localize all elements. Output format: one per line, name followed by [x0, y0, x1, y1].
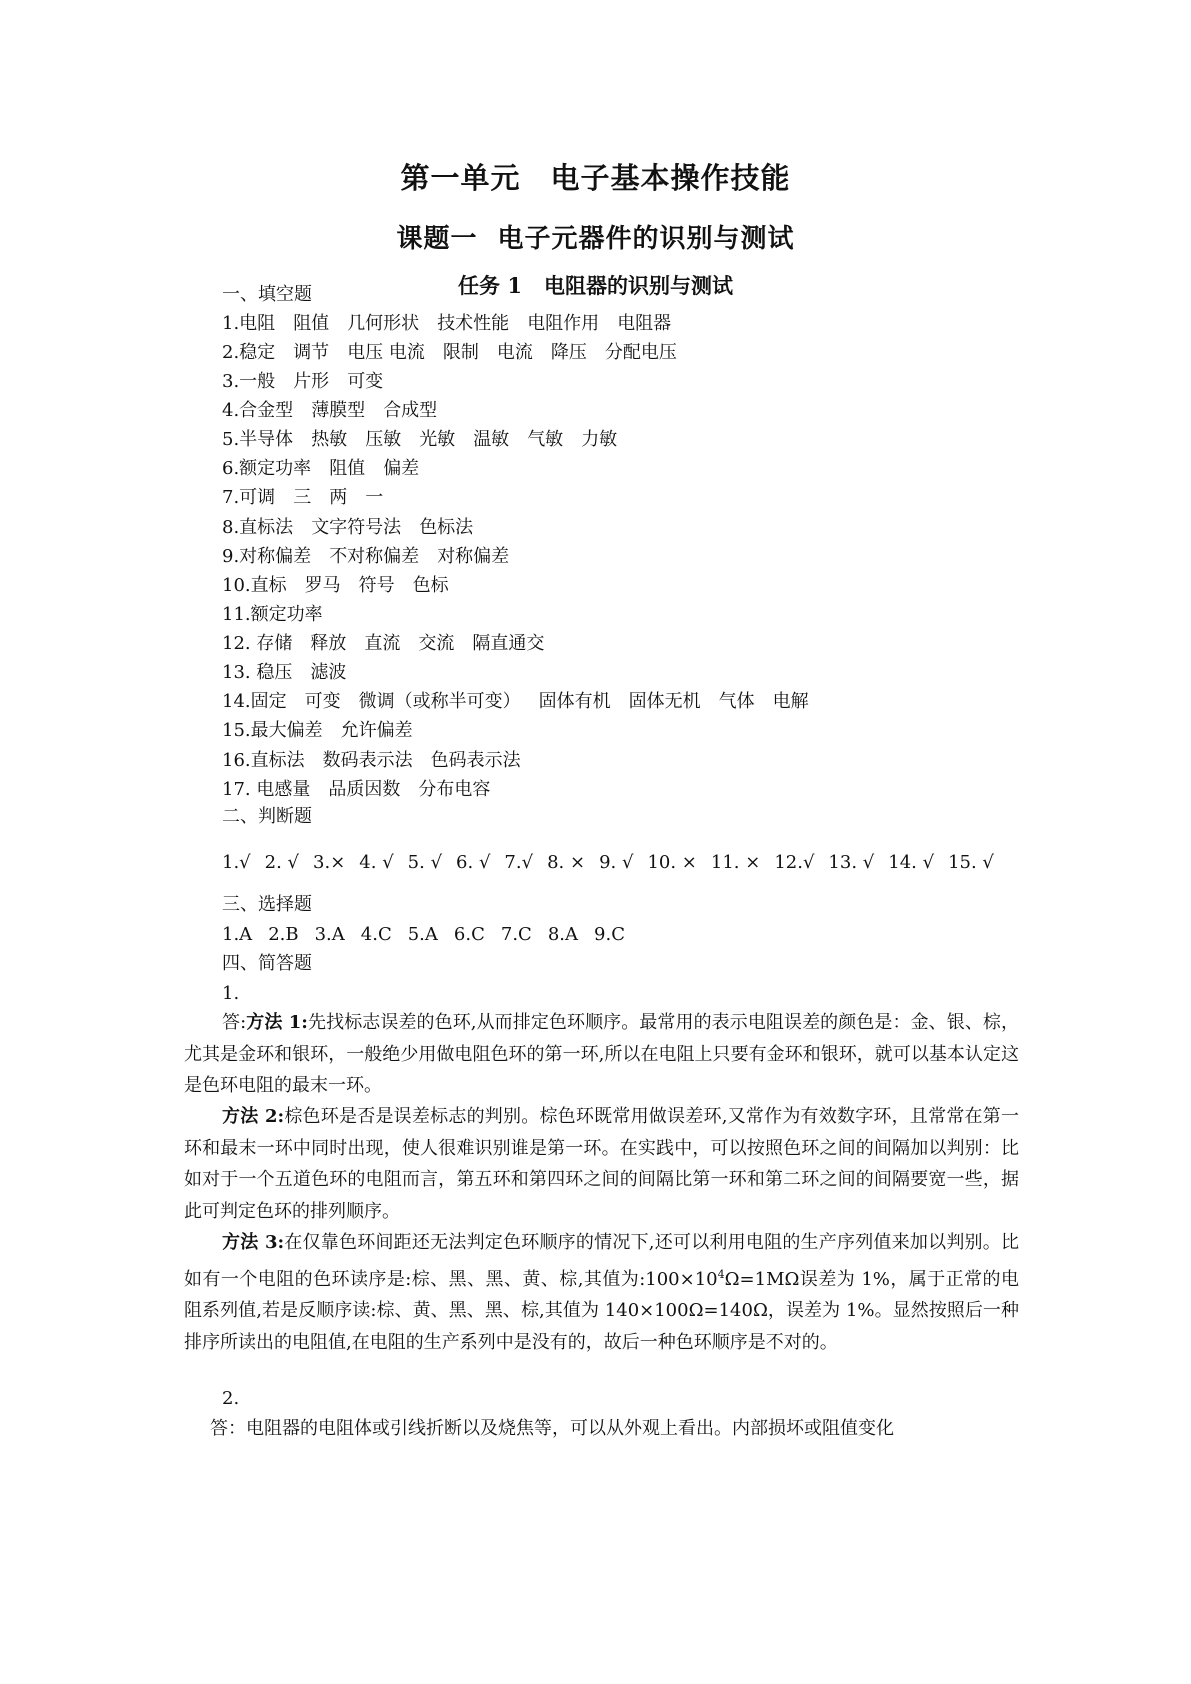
fill-term: 2.稳定 — [222, 342, 276, 363]
fill-item-12 — [222, 633, 544, 655]
fill-term: 合成型 — [383, 400, 438, 421]
choice-answer: 6.C — [453, 924, 485, 945]
fill-term: 电流 — [496, 342, 533, 363]
fill-item-11 — [222, 604, 323, 626]
choice-answer: 9.C — [594, 924, 625, 945]
method-1-text: 先找标志误差的色环,从而排定色环顺序。最常用的表示电阻误差的颜色是：金、银、棕，尤其是金环和银环，一般绝少用做电阻色环的第一环,所以在电阻上只要有金环和银环，就可以基本认定这是色环电阻的最末一环。 — [184, 1012, 1020, 1097]
fill-term: 可变 — [304, 691, 341, 712]
judge-answer: 11. × — [710, 852, 761, 873]
method-2-text: 棕色环是否是误差标志的判别。棕色环既常用做误差环,又常作为有效数字环，且常常在第一环和最末一环中同时出现，使人很难识别谁是第一环。在实践中，可以按照色环之间的间隔加以判别：比如对于一个五道色环的电阻而言，第五环和第四环之间的间隔比第一环和第二环之间的间隔要宽一些，据此可判定色环的排列顺序。 — [184, 1106, 1019, 1223]
question-2-number: 2. — [222, 1388, 240, 1409]
unit-name: 电子基本操作技能 — [550, 161, 791, 195]
method-3-label: 方法 3: — [222, 1232, 285, 1253]
fill-item-14 — [222, 691, 809, 713]
fill-item-4 — [222, 400, 437, 422]
fill-term: 气敏 — [527, 429, 564, 450]
fill-term: 9.对称偏差 — [222, 546, 312, 567]
fill-item-10 — [222, 575, 449, 597]
fill-item-6 — [222, 458, 419, 480]
fill-term: 温敏 — [473, 429, 510, 450]
judge-answer: 15. √ — [948, 852, 994, 873]
judge-answer: 2. √ — [264, 852, 300, 873]
fill-term: 电压 电流 — [347, 342, 425, 363]
fill-term: 数码表示法 — [322, 750, 413, 771]
fill-term: 片形 — [293, 371, 330, 392]
judge-answer: 13. √ — [828, 852, 875, 873]
fill-term: 12. 存储 — [222, 633, 293, 654]
fill-term: 固体无机 — [628, 691, 701, 712]
section-heading-judge: 二、判断题 — [222, 806, 312, 827]
fill-term: 隔直通交 — [472, 633, 545, 654]
fill-item-7 — [222, 487, 383, 509]
fill-term: 分布电容 — [418, 779, 491, 800]
judge-answer: 12.√ — [774, 852, 815, 873]
method-3-text-a: 在仅靠色环间距还无法判定色环顺序的情况下,还可以利用电阻的生产序列值来加以判别。比如有一个电阻的色环读序是:棕、黑、黑、黄、棕,其值为:100×10 — [184, 1232, 1019, 1290]
fill-term: 1.电阻 — [222, 313, 276, 334]
fill-term: 3.一般 — [222, 371, 276, 392]
judge-answer: 9. √ — [599, 852, 634, 873]
judge-answer: 5. √ — [407, 852, 443, 873]
judge-answer: 6. √ — [456, 852, 491, 873]
judge-answer: 8. × — [547, 852, 586, 873]
fill-term: 6.额定功率 — [222, 458, 312, 479]
section-heading-short: 四、简答题 — [222, 953, 312, 974]
fill-item-5 — [222, 429, 617, 451]
q1-method-1 — [184, 1007, 1019, 1102]
fill-term: 交流 — [418, 633, 455, 654]
fill-term: 调节 — [293, 342, 330, 363]
judge-answer: 4. √ — [359, 852, 394, 873]
fill-term: 限制 — [442, 342, 479, 363]
fill-term: 技术性能 — [437, 313, 510, 334]
section-heading-fill: 一、填空题 — [222, 284, 312, 305]
fill-item-8 — [222, 517, 473, 539]
fill-term: 17. 电感量 — [222, 779, 311, 800]
lesson-title: 课题一 电子元器件的识别与测试 — [396, 224, 795, 254]
fill-term: 色码表示法 — [430, 750, 521, 771]
fill-item-15 — [222, 720, 413, 742]
fill-term: 降压 — [550, 342, 587, 363]
fill-item-3 — [222, 371, 383, 393]
task-name: 电阻器的识别与测试 — [543, 273, 733, 298]
choice-answer: 4.C — [360, 924, 392, 945]
fill-term: 三 — [293, 487, 312, 508]
fill-term: 电阻器 — [617, 313, 672, 334]
fill-term: 允许偏差 — [340, 720, 413, 741]
fill-term: 光敏 — [419, 429, 456, 450]
judge-answer: 10. × — [647, 852, 697, 873]
fill-term: 分配电压 — [604, 342, 677, 363]
task-title — [0, 270, 1191, 300]
judge-answer: 7.√ — [504, 852, 534, 873]
fill-term: 罗马 — [304, 575, 341, 596]
fill-term: 15.最大偏差 — [222, 720, 323, 741]
fill-term: 13. 稳压 — [222, 662, 293, 683]
fill-term: 符号 — [358, 575, 395, 596]
fill-term: 释放 — [310, 633, 347, 654]
fill-term: 力敏 — [581, 429, 618, 450]
section-heading-choice: 三、选择题 — [222, 894, 312, 915]
fill-term: 16.直标法 — [222, 750, 305, 771]
fill-term: 阻值 — [329, 458, 366, 479]
fill-item-9 — [222, 546, 509, 568]
choice-answer: 8.A — [547, 924, 579, 945]
fill-term: 文字符号法 — [311, 517, 402, 538]
fill-term: 10.直标 — [222, 575, 287, 596]
judge-answers — [222, 852, 994, 874]
unit-number: 第一单元 — [400, 161, 521, 195]
fill-term: 7.可调 — [222, 487, 276, 508]
fill-term: 一 — [365, 487, 384, 508]
fill-term: 热敏 — [311, 429, 348, 450]
fill-term: 阻值 — [293, 313, 330, 334]
fill-term: 滤波 — [310, 662, 347, 683]
choice-answer: 5.A — [407, 924, 438, 945]
fill-term: 电解 — [772, 691, 809, 712]
choice-answers — [222, 924, 625, 946]
fill-term: 5.半导体 — [222, 429, 294, 450]
fill-term: 可变 — [347, 371, 384, 392]
exponent: 4 — [717, 1267, 725, 1281]
choice-answer: 2.B — [268, 924, 299, 945]
fill-term: 11.额定功率 — [222, 604, 323, 625]
question-2-answer: 答：电阻器的电阻体或引线折断以及烧焦等，可以从外观上看出。内部损坏或阻值变化 — [210, 1418, 894, 1439]
choice-answer: 1.A — [222, 924, 253, 945]
fill-item-1 — [222, 313, 671, 335]
fill-term: 气体 — [718, 691, 755, 712]
fill-item-2 — [222, 342, 677, 364]
fill-term: 微调（或称半可变） — [358, 691, 521, 712]
fill-term: 4.合金型 — [222, 400, 294, 421]
fill-item-17 — [222, 779, 490, 801]
fill-term: 薄膜型 — [311, 400, 366, 421]
fill-term: 对称偏差 — [437, 546, 510, 567]
fill-term: 不对称偏差 — [329, 546, 420, 567]
task-number: 任务 1 — [458, 273, 522, 298]
fill-term: 几何形状 — [347, 313, 420, 334]
judge-answer: 14. √ — [888, 852, 935, 873]
choice-answer: 7.C — [500, 924, 532, 945]
fill-term: 直流 — [364, 633, 401, 654]
fill-term: 偏差 — [383, 458, 420, 479]
fill-term: 压敏 — [365, 429, 402, 450]
fill-term: 14.固定 — [222, 691, 287, 712]
fill-term: 两 — [329, 487, 348, 508]
fill-term: 8.直标法 — [222, 517, 294, 538]
fill-term: 色标法 — [419, 517, 474, 538]
fill-item-16 — [222, 750, 521, 772]
fill-item-13 — [222, 662, 346, 684]
method-2-label: 方法 2: — [222, 1106, 285, 1127]
fill-term: 色标 — [412, 575, 449, 596]
fill-term: 品质因数 — [328, 779, 401, 800]
q1-method-3 — [184, 1227, 1019, 1359]
answer-prefix: 答: — [222, 1012, 247, 1033]
method-1-label: 方法 1: — [246, 1012, 308, 1033]
question-1-number: 1. — [222, 983, 240, 1004]
q1-method-2 — [184, 1101, 1019, 1228]
fill-term: 固体有机 — [538, 691, 611, 712]
unit-title — [0, 156, 1191, 197]
judge-answer: 3.× — [313, 852, 346, 873]
fill-term: 电阻作用 — [527, 313, 600, 334]
method-3-text-b: Ω=1MΩ误差为 1%，属于正常的电阻系列值,若是反顺序读:棕、黄、黑、黑、棕,其值为 140×100Ω=140Ω，误差为 1%。显然按照后一种排序所读出的电阻值,在电阻的生产系列中是没有的，故后一种色环顺序是不对的。 — [184, 1268, 1019, 1354]
judge-answer: 1.√ — [222, 852, 251, 873]
choice-answer: 3.A — [314, 924, 345, 945]
